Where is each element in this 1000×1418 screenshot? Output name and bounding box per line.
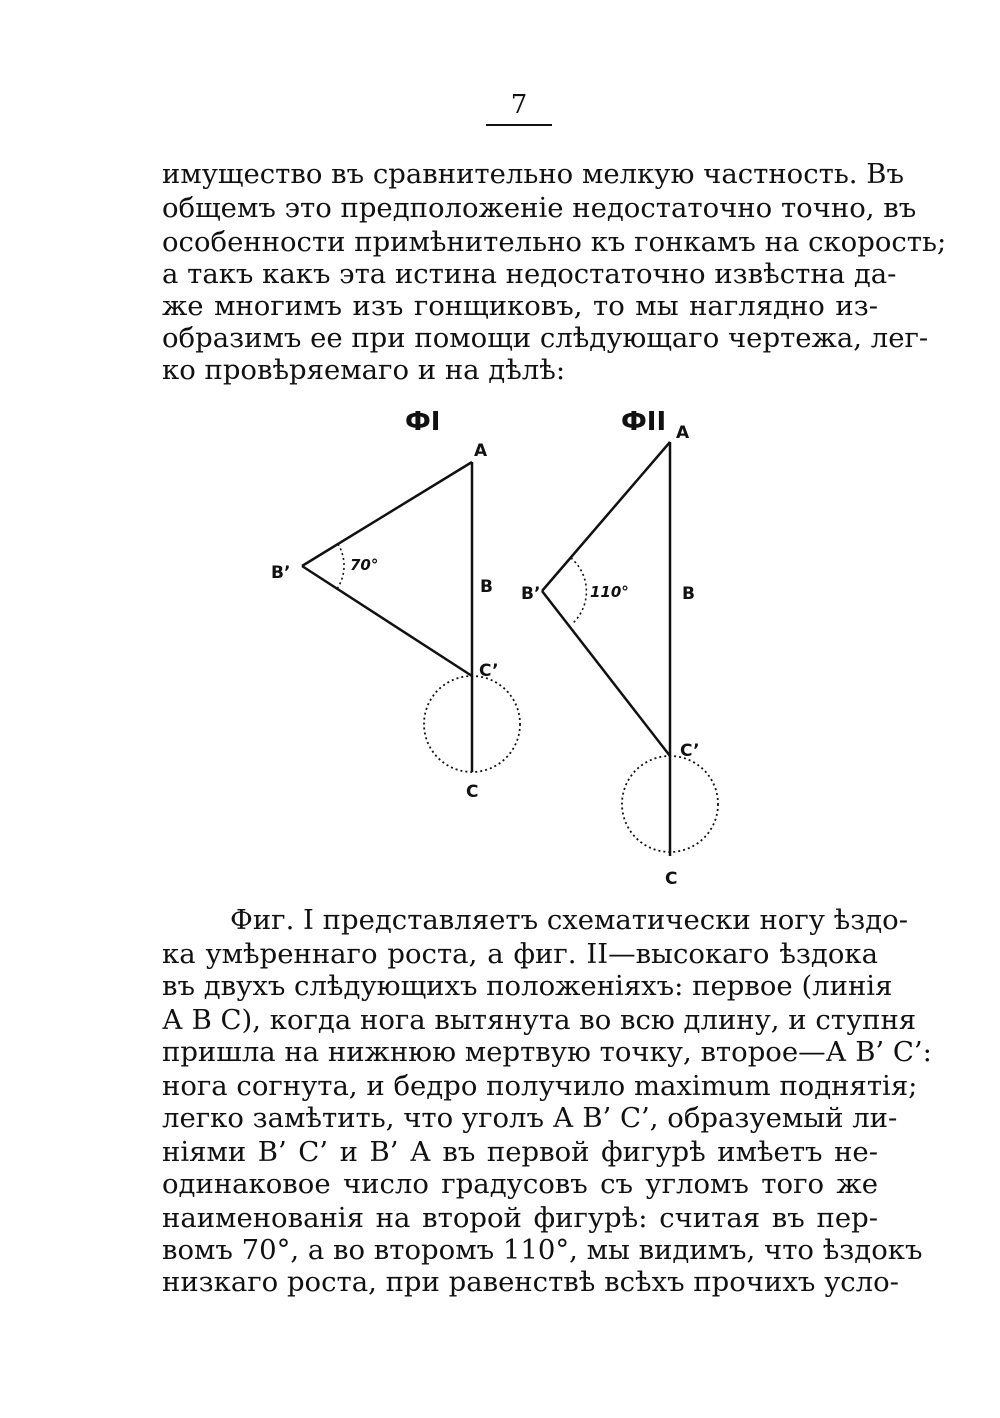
text-line: легко замѣтить, что уголъ А В’ С’, образуемый ли- bbox=[162, 1102, 898, 1134]
fig2-label-a: A bbox=[676, 423, 690, 443]
text-line: наименованія на второй фигурѣ: считая въ пер- bbox=[162, 1202, 878, 1234]
text-line: пришла на нижнюю мертвую точку, второе—А В’ С’: bbox=[162, 1036, 932, 1068]
fig1-line-a-b-prime bbox=[302, 462, 472, 566]
text-line: особенности примѣнительно къ гонкамъ на скорость; bbox=[162, 226, 947, 258]
text-line: ніями В’ С’ и В’ А въ первой фигурѣ имѣетъ не- bbox=[162, 1136, 878, 1168]
fig2-line-a-b-prime bbox=[542, 442, 670, 591]
fig1-line-b-prime-c-prime bbox=[302, 566, 472, 676]
text-line: нога согнута, и бедро получило maximum поднятія; bbox=[162, 1070, 918, 1102]
fig2-angle-arc bbox=[571, 558, 586, 624]
fig1-title: ФI bbox=[405, 407, 441, 437]
fig2-label-c: C bbox=[665, 869, 678, 889]
fig1-label-c-prime: C’ bbox=[479, 661, 499, 681]
text-line: образимъ ее при помощи слѣдующаго чертежа, лег- bbox=[162, 322, 929, 354]
text-line: Фиг. I представляетъ схематически ногу ѣздо- bbox=[230, 904, 909, 936]
fig1-label-c: C bbox=[466, 782, 479, 802]
fig2-angle-label: 110° bbox=[590, 583, 629, 601]
fig1-label-b-prime: B’ bbox=[271, 563, 291, 583]
fig1-label-a: A bbox=[474, 441, 488, 461]
fig2-label-c-prime: C’ bbox=[680, 741, 700, 761]
fig1-label-b: B bbox=[480, 577, 493, 597]
text-line: ка умѣреннаго роста, а фиг. II—высокаго ѣздока bbox=[162, 938, 878, 970]
text-line: ко провѣряемаго и на дѣлѣ: bbox=[162, 354, 566, 386]
text-line: одинаковое число градусовъ съ угломъ того же bbox=[162, 1168, 878, 1200]
text-line: имущество въ сравнительно мелкую частность. Въ bbox=[162, 158, 904, 190]
fig2-label-b-prime: B’ bbox=[521, 584, 541, 604]
text-line: А В С), когда нога вытянута во всю длину, и ступня bbox=[162, 1004, 917, 1036]
text-line: низкаго роста, при равенствѣ всѣхъ прочихъ усло- bbox=[162, 1266, 899, 1298]
page-number: 7 bbox=[510, 90, 528, 120]
fig2-line-b-prime-c-prime bbox=[542, 591, 670, 756]
text-line: общемъ это предположеніе недостаточно точно, въ bbox=[162, 192, 917, 224]
fig1-angle-arc bbox=[337, 544, 344, 589]
text-line: а такъ какъ эта истина недостаточно извѣстна да- bbox=[162, 258, 897, 290]
text-line: вомъ 70°, а во второмъ 110°, мы видимъ, что ѣздокъ bbox=[162, 1234, 923, 1266]
text-line: въ двухъ слѣдующихъ положеніяхъ: первое (линія bbox=[162, 970, 893, 1002]
text-line: же многимъ изъ гонщиковъ, то мы наглядно из- bbox=[162, 290, 878, 322]
fig2-title: ФII bbox=[621, 407, 667, 437]
fig1-angle-label: 70° bbox=[350, 556, 379, 574]
fig2-label-b: B bbox=[682, 584, 695, 604]
